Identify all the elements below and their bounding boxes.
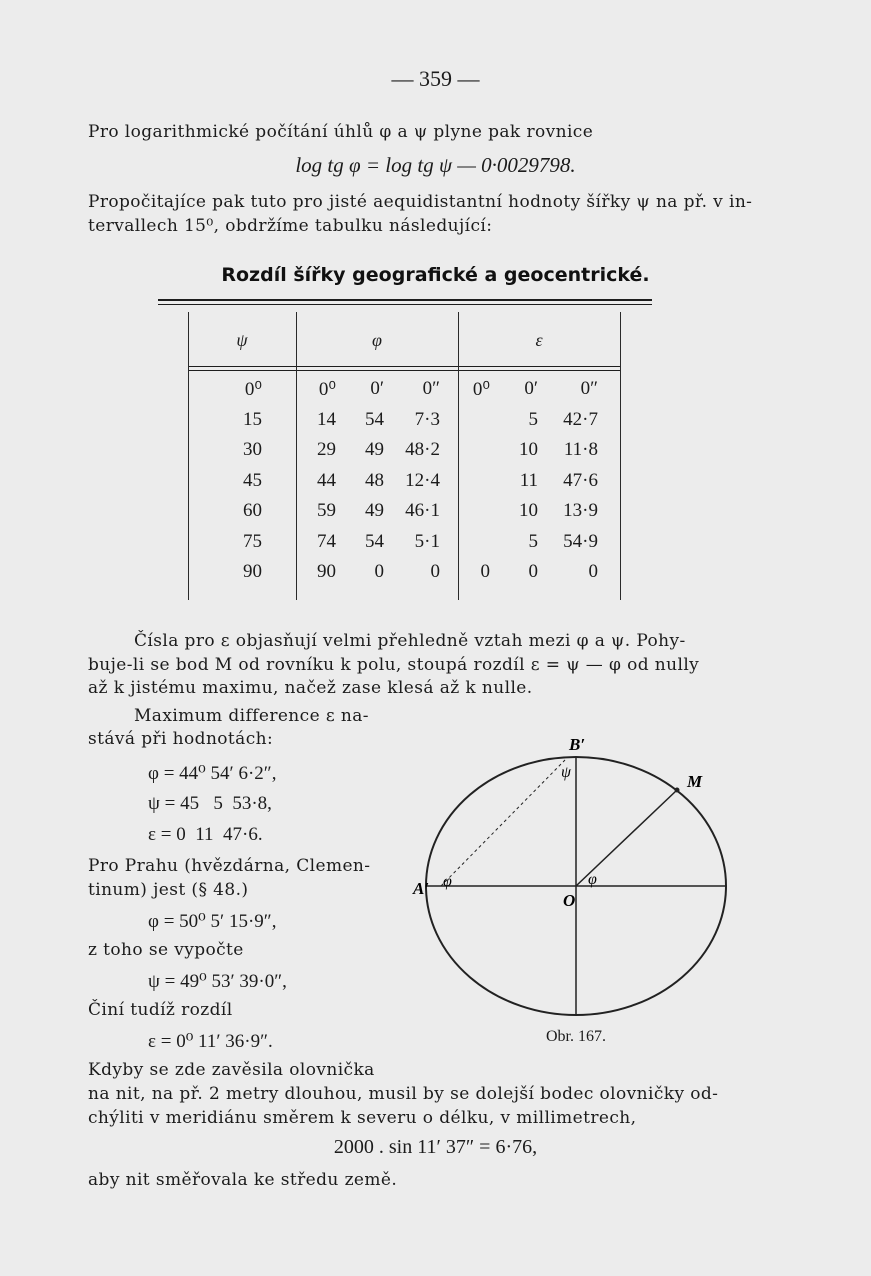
table-cell: 90 [243, 561, 262, 582]
header-psi: ψ [236, 330, 248, 350]
table-cell: 5 [528, 408, 538, 430]
table-cell: 0⁰ [244, 379, 262, 400]
header-phi: φ [372, 330, 382, 350]
intro-line: Pro logarithmické počítání úhlů φ a ψ plyne pak rovnice [88, 122, 594, 142]
closing-line: aby nit směřovala ke středu země. [88, 1170, 398, 1190]
paragraph2-line3: až k jistému maximu, načež zase klesá až k nulle. [88, 678, 533, 698]
table-cell: 54 [365, 530, 384, 552]
table-vline-right [620, 312, 621, 600]
plumb-text-line1: Kdyby se zde zavěsila olovnička [88, 1060, 375, 1080]
max-text-line2: stává při hodnotách: [88, 729, 274, 749]
table-cell: 0 [480, 561, 490, 582]
table-cell: 46·1 [405, 500, 440, 521]
max-phi: φ = 44⁰ 54′ 6·2″, [148, 763, 277, 784]
max-eps: ε = 0 11 47·6. [148, 824, 263, 845]
table-top-rule-thin [158, 304, 652, 305]
paragraph1-line1: Propočitajíce pak tuto pro jisté aequidistantní hodnoty šířky ψ na př. v in- [88, 192, 753, 212]
dashed-line [441, 760, 565, 886]
label-m: M [687, 772, 703, 791]
table-cell: 59 [317, 500, 336, 521]
table-cell: 0⁰ [472, 379, 490, 400]
table-cell: 10 [519, 500, 538, 521]
table-cell: 12·4 [405, 469, 440, 491]
table-cell: 90 [317, 561, 336, 582]
prague-psi: ψ = 49⁰ 53′ 39·0″, [148, 971, 287, 992]
prague-eps: ε = 0⁰ 11′ 36·9″. [148, 1031, 273, 1052]
table-cell: 0′ [370, 378, 384, 399]
table-cell: 49 [365, 500, 384, 521]
table-cell: 54·9 [563, 530, 598, 552]
plumb-text-line3: chýliti v meridiánu směrem k severu o délku, v millimetrech, [88, 1108, 637, 1128]
table-cell: 13·9 [563, 500, 598, 521]
table-cell: 48·2 [405, 439, 440, 460]
table-cell: 0⁰ [318, 379, 336, 400]
table-cell: 0 [588, 561, 598, 582]
ellipse-figure [405, 730, 735, 1060]
table-header-rule [188, 366, 620, 367]
max-text-line1: Maximum difference ε na- [134, 706, 369, 726]
table-cell: 60 [243, 500, 262, 521]
table-cell: 47·6 [563, 469, 598, 491]
paragraph2-line2: buje-li se bod M od rovníku k polu, stoupá rozdíl ε = ψ — φ od nully [88, 655, 700, 675]
prague-text-line2: tinum) jest (§ 48.) [88, 880, 249, 900]
table-vline-2 [458, 312, 459, 600]
table-cell: 0″ [580, 378, 598, 399]
table-cell: 45 [243, 469, 262, 491]
table-cell: 15 [243, 408, 262, 430]
table-cell: 0′ [524, 378, 538, 399]
table-cell: 14 [317, 408, 336, 430]
max-psi: ψ = 45 5 53·8, [148, 793, 272, 814]
table-cell: 29 [317, 439, 336, 460]
table-top-rule [158, 299, 652, 301]
label-b: B′ [569, 735, 586, 754]
table-cell: 30 [243, 439, 262, 460]
calc-text: z toho se vypočte [88, 940, 244, 960]
equation-main: log tg φ = log tg ψ — 0·0029798. [295, 153, 576, 177]
point-m [675, 788, 680, 793]
table-title: Rozdíl šířky geografické a geocentrické. [221, 264, 650, 286]
table-cell: 0 [374, 561, 384, 582]
table-cell: 5·1 [414, 530, 440, 552]
table-cell: 44 [317, 469, 336, 491]
table-cell: 11 [519, 469, 538, 491]
prague-phi: φ = 50⁰ 5′ 15·9″, [148, 911, 277, 932]
table-cell: 5 [528, 530, 538, 552]
label-o: O [563, 891, 576, 910]
prague-text-line1: Pro Prahu (hvězdárna, Clemen- [88, 856, 371, 876]
figure-caption: Obr. 167. [546, 1028, 606, 1045]
table-cell: 0 [430, 561, 440, 582]
table-cell: 49 [365, 439, 384, 460]
table-cell: 10 [519, 439, 538, 460]
table-cell: 75 [243, 530, 262, 552]
diff-text: Činí tudíž rozdíl [88, 1000, 233, 1020]
table-cell: 7·3 [414, 408, 440, 430]
table-cell: 54 [365, 408, 384, 430]
table-cell: 0 [528, 561, 538, 582]
label-psi: ψ [561, 764, 571, 781]
table-cell: 0″ [422, 378, 440, 399]
table-cell: 42·7 [563, 408, 598, 430]
table-cell: 48 [365, 469, 384, 491]
paragraph1-line2: tervallech 15⁰, obdržíme tabulku následující: [88, 216, 493, 236]
page-number: — 359 — [391, 66, 480, 91]
label-phi-center: φ [588, 871, 597, 888]
header-eps: ε [535, 330, 543, 350]
table-cell: 74 [317, 530, 336, 552]
label-phi-left: φ [443, 873, 452, 890]
table-header-rule-2 [188, 370, 620, 371]
plumb-text-line2: na nit, na př. 2 metry dlouhou, musil by se dolejší bodec olovničky od- [88, 1084, 719, 1104]
label-a: A′ [413, 879, 430, 898]
equation-final: 2000 . sin 11′ 37″ = 6·76, [333, 1136, 538, 1158]
paragraph2-line1: Čísla pro ε objasňují velmi přehledně vztah mezi φ a ψ. Pohy- [134, 631, 686, 651]
table-cell: 11·8 [563, 439, 598, 460]
table-vline-left [188, 312, 189, 600]
